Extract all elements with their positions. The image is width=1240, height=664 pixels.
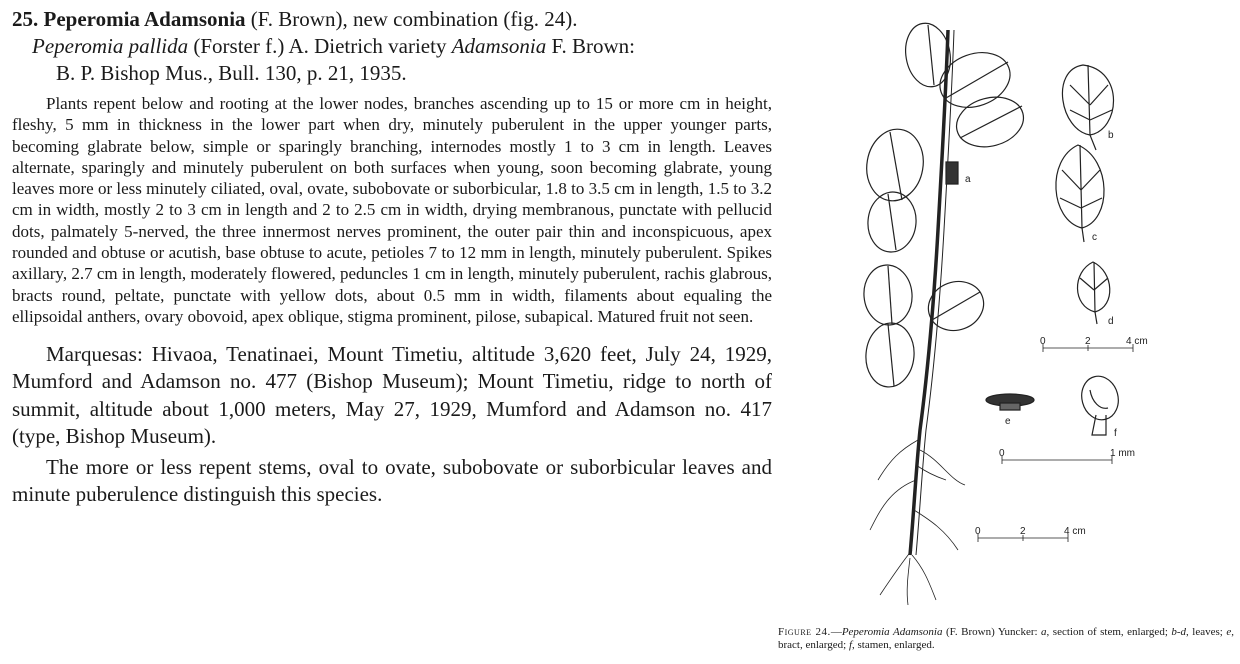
label-b: b	[1108, 130, 1114, 141]
species-heading-rest: (F. Brown), new combination (fig. 24).	[245, 7, 578, 31]
leaf-d	[1077, 262, 1109, 324]
stem-section-a	[946, 162, 958, 184]
scale3-mid: 2	[1020, 526, 1026, 537]
scale-bar-2	[1002, 456, 1112, 464]
caption-text5: , stamen, enlarged.	[852, 639, 935, 651]
leaf-b	[1062, 65, 1113, 150]
bract-e	[986, 394, 1034, 410]
scale1-start: 0	[1040, 336, 1046, 347]
citation-line: B. P. Bishop Mus., Bull. 130, p. 21, 1935.	[56, 61, 407, 85]
caption-text4: , bract, enlarged;	[778, 626, 1234, 651]
scale2-end: 1 mm	[1110, 448, 1135, 459]
caption-species: Peperomia Adamsonia	[841, 626, 943, 638]
synonym-line	[32, 33, 772, 60]
caption-text1: (F. Brown) Yuncker:	[942, 626, 1042, 638]
caption-f: f	[848, 639, 853, 651]
figure-caption	[778, 626, 1234, 652]
caption-text3: , leaves;	[1186, 626, 1227, 638]
scale1-end: 4 cm	[1126, 336, 1148, 347]
synonym-variety: Adamsonia	[451, 34, 547, 58]
synonym-name: Peperomia pallida	[32, 34, 189, 58]
label-f: f	[1114, 428, 1117, 439]
caption-a: a	[1041, 626, 1047, 638]
scale1-mid: 2	[1085, 336, 1091, 347]
description-paragraph: Plants repent below and rooting at the lower nodes, branches ascending up to 15 or more cm in height, fleshy, 5 mm in thickness in the lower part when dry, minutely puberulent in the upper younger parts, becoming glabrate below, simple or sparingly branching, internodes mostly 1 to 3 cm in length. Leaves alternate, sparingly and minutely puberulent on both surfaces when young, soon becoming glabrate, young leaves more or less minutely ciliated, oval, ovate, subobovate or suborbicular, 1.8 to 3.5 cm in length, 1.5 to 3.2 cm in width, mostly 2 to 3 cm in length and 2 to 2.5 cm in width, drying membranous, punctate with pellucid dots, palmately 5-nerved, the three innermost nerves prominent, the outer pair thin and inconspicuous, apex rounded and obtuse or acutish, base obtuse to acute, petioles 7 to 12 mm in length, minutely puberulent. Spikes axillary, 2.7 cm in length, moderately flowered, peduncles 1 cm in length, minutely puberulent, rachis glabrous, bracts round, peltate, punctate with yellow dots, about 0.5 mm in width, filaments about equaling the ellipsoidal anthers, ovary obovoid, apex oblique, stigma prominent, pilose, subapical. Matured fruit not seen.	[12, 94, 772, 326]
leaf-c	[1056, 145, 1104, 242]
synonym-authority: (Forster f.) A. Dietrich variety	[188, 34, 452, 58]
caption-text2: , section of stem, enlarged;	[1046, 626, 1172, 638]
scale2-start: 0	[999, 448, 1005, 459]
main-stem	[910, 30, 948, 555]
label-e: e	[1005, 416, 1011, 427]
specimens-paragraph: Marquesas: Hivaoa, Tenatinaei, Mount Timetiu, altitude 3,620 feet, July 24, 1929, Mumford and Adamson no. 477 (Bishop Museum); Mount Timetiu, ridge to north of summit, altitude about 1,000 meters, May 27, 1929, Mumford and Adamson no. 417 (type, Bishop Museum).	[12, 342, 772, 448]
scale3-start: 0	[975, 526, 981, 537]
synonym-tail: F. Brown:	[546, 34, 635, 58]
caption-e: e	[1226, 626, 1232, 638]
label-a: a	[965, 174, 971, 185]
caption-bd: b-d	[1171, 626, 1187, 638]
text-column	[12, 6, 772, 508]
caption-dash: —	[830, 626, 842, 638]
label-c: c	[1092, 232, 1097, 243]
stamen-f	[1077, 372, 1123, 435]
species-number: 25.	[12, 7, 39, 31]
species-name: Peperomia Adamsonia	[43, 7, 246, 31]
species-heading	[12, 6, 772, 33]
scale3-end: 4 cm	[1064, 526, 1086, 537]
label-d: d	[1108, 316, 1114, 327]
caption-label: Figure 24.	[778, 626, 831, 638]
botanical-illustration	[850, 10, 1148, 610]
note-paragraph: The more or less repent stems, oval to ovate, subobovate or suborbicular leaves and minute puberulence distinguish this species.	[12, 455, 772, 507]
